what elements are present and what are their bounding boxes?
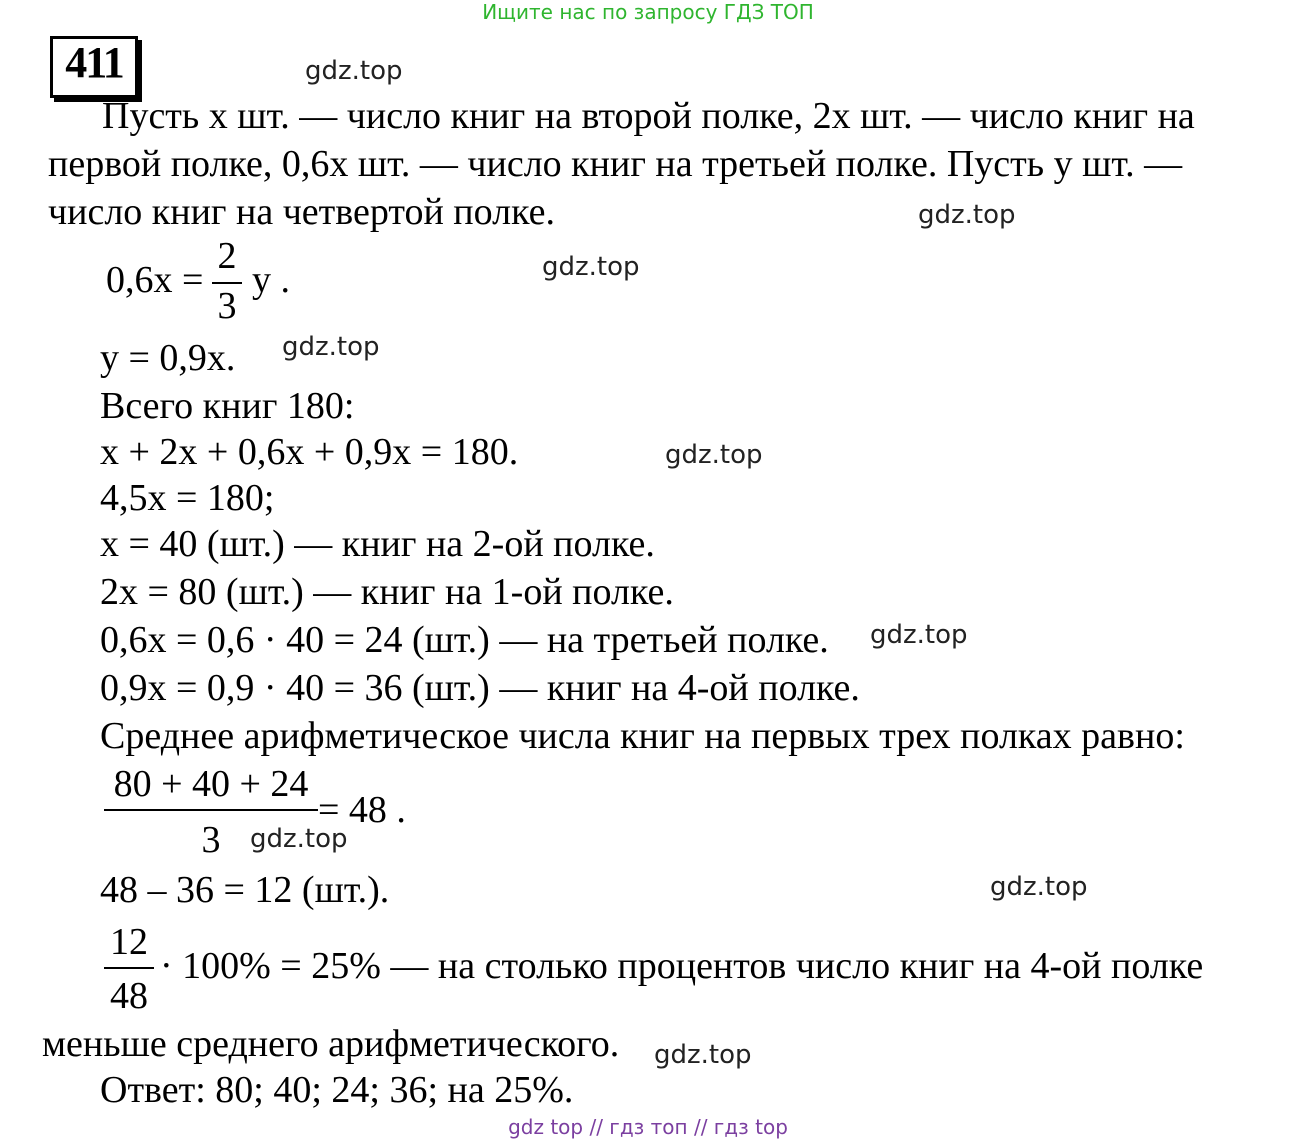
conclusion-line: меньше среднего арифметического. xyxy=(42,1023,620,1065)
percent-fraction xyxy=(104,920,154,1016)
percent-fraction-numerator: 12 xyxy=(110,921,148,963)
mean-fraction-bar xyxy=(104,809,318,811)
total-books-line: Всего книг 180: xyxy=(100,385,355,427)
fourth-shelf-line: 0,9x = 0,9 · 40 = 36 (шт.) — книг на 4-ой полке. xyxy=(100,667,860,709)
eq1-left: 0,6x = xyxy=(106,259,204,301)
mean-intro-line: Среднее арифметическое числа книг на первых трех полках равно: xyxy=(100,715,1185,757)
first-shelf-line: 2x = 80 (шт.) — книг на 1-ой полке. xyxy=(100,571,674,613)
percent-statement: · 100% = 25% — на столько процентов число книг на 4-ой полке xyxy=(160,945,1204,987)
eq1-fraction xyxy=(210,234,244,330)
watermark: gdz.top xyxy=(305,56,403,86)
percent-fraction-bar xyxy=(104,967,154,969)
mean-fraction-numerator: 80 + 40 + 24 xyxy=(113,763,309,805)
watermark: gdz.top xyxy=(542,252,640,282)
mean-fraction-denominator: 3 xyxy=(201,819,221,861)
answer-line: Ответ: 80; 40; 24; 36; на 25%. xyxy=(100,1069,574,1111)
eq1-right: y . xyxy=(252,259,290,301)
third-shelf-line: 0,6x = 0,6 · 40 = 24 (шт.) — на третьей полке. xyxy=(100,619,829,661)
y-equation: y = 0,9x. xyxy=(100,337,236,379)
intro-line-2: первой полке, 0,6x шт. — число книг на третьей полке. Пусть y шт. — xyxy=(48,143,1183,185)
watermark: gdz.top xyxy=(870,620,968,650)
watermark: gdz.top xyxy=(918,200,1016,230)
footer-watermark: gdz top // гдз топ // гдз top xyxy=(508,1115,788,1139)
difference-line: 48 – 36 = 12 (шт.). xyxy=(100,869,390,911)
watermark: gdz.top xyxy=(665,440,763,470)
percent-fraction-denominator: 48 xyxy=(110,975,148,1017)
problem-number: 411 xyxy=(65,38,123,87)
eq1-fraction-numerator: 2 xyxy=(217,235,237,277)
x-value-line: x = 40 (шт.) — книг на 2-ой полке. xyxy=(100,523,655,565)
sum-equation: x + 2x + 0,6x + 0,9x = 180. xyxy=(100,431,519,473)
intro-line-1: Пусть x шт. — число книг на второй полке, 2x шт. — число книг на xyxy=(102,95,1195,137)
watermark: gdz.top xyxy=(654,1040,752,1070)
mean-fraction xyxy=(104,762,318,861)
eq1-fraction-denominator: 3 xyxy=(217,285,237,327)
watermark: gdz.top xyxy=(990,872,1088,902)
intro-line-3: число книг на четвертой полке. xyxy=(48,191,555,233)
top-banner: Ищите нас по запросу ГДЗ ТОП xyxy=(482,0,814,24)
problem-number-badge xyxy=(50,36,138,98)
mean-result: = 48 . xyxy=(318,789,406,831)
coefficient-equation: 4,5x = 180; xyxy=(100,477,275,519)
watermark: gdz.top xyxy=(282,332,380,362)
watermark: gdz.top xyxy=(250,824,348,854)
